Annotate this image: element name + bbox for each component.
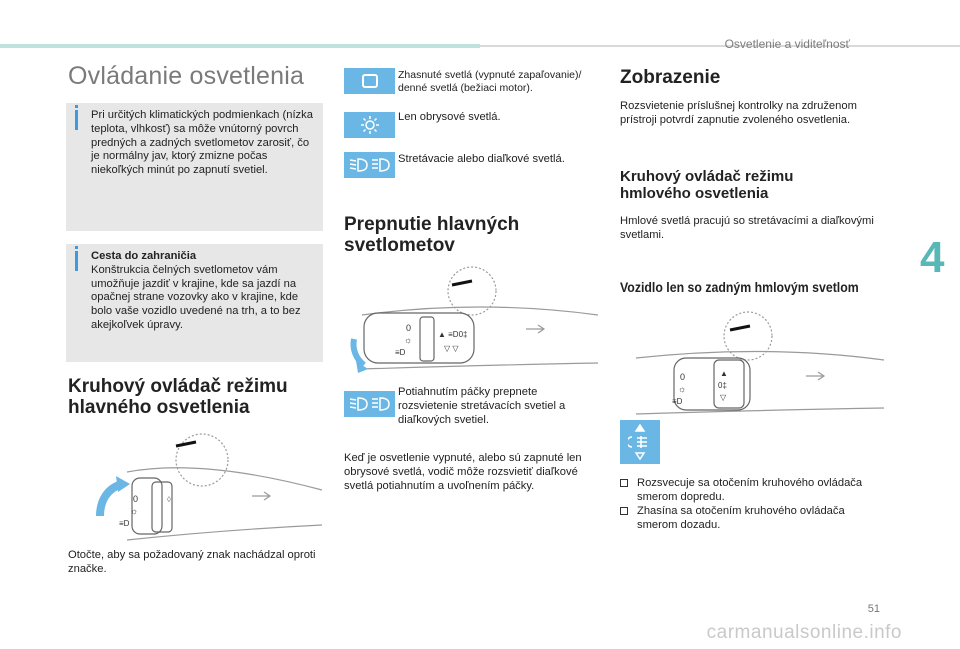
svg-text:≡D: ≡D — [395, 348, 406, 357]
info-icon — [75, 110, 78, 130]
note-text: Pri určitých klimatických podmienkach (nízka teplota, vlhkosť) sa môže vnútorný povrch predných a zadných svetlometov zarosiť, čo je normálny jav, ktorý zmizne počas niekoľkých minút po zapnutí svetiel. — [91, 109, 313, 177]
svg-text:▽ ▽: ▽ ▽ — [444, 344, 459, 353]
flash-paragraph: Keď je osvetlenie vypnuté, alebo sú zapnuté len obrysové svetlá, vodič môže rozsvietiť diaľkové svetlá potiahnutím a uvoľnením páčky. — [344, 452, 582, 492]
svg-text:0: 0 — [133, 494, 139, 504]
svg-text:▲: ▲ — [720, 369, 728, 378]
heading-fog-ring: Kruhový ovládač režimu hmlového osvetlenia — [620, 168, 794, 202]
bullet-icon — [620, 479, 628, 487]
info-note-condensation — [66, 103, 323, 231]
dipped-main-beam-icon — [344, 391, 395, 417]
header-rule — [480, 45, 960, 47]
svg-text:◊: ◊ — [167, 495, 171, 504]
svg-text:0: 0 — [406, 323, 412, 333]
icon-row-text: Stretávacie alebo diaľkové svetlá. — [398, 153, 565, 165]
svg-text:☼: ☼ — [404, 335, 413, 345]
info-icon-dot — [75, 105, 78, 108]
list-item: Zhasína sa otočením kruhového ovládača smerom dozadu. — [620, 504, 880, 532]
watermark: carmanualsonline.info — [706, 622, 902, 643]
svg-text:0: 0 — [680, 372, 686, 382]
icon-row-text: Len obrysové svetlá. — [398, 111, 501, 123]
bullet-icon — [620, 507, 628, 515]
heading-rear-fog-only: Vozidlo len so zadným hmlovým svetlom — [620, 279, 859, 295]
info-note-abroad — [66, 244, 323, 362]
note-text: Konštrukcia čelných svetlometov vám umožňuje jazdiť v krajine, kde sa jazdí na opačnej strane vozovky ako v krajine, kde bolo vaše vozidlo uvedené na trh, a to bez akejkoľvek úpravy. — [91, 263, 301, 331]
header-accent-bar — [0, 44, 480, 48]
svg-text:≡D: ≡D — [119, 519, 130, 528]
heading-display: Zobrazenie — [620, 67, 721, 88]
heading-headlamp-switch: Prepnutie hlavných svetlometov — [344, 214, 520, 256]
dipped-main-beam-icon — [344, 152, 395, 178]
info-icon — [75, 251, 78, 271]
page-title: Ovládanie osvetlenia — [68, 62, 305, 90]
svg-text:☼: ☼ — [678, 384, 687, 394]
svg-text:▲ ≡D0‡: ▲ ≡D0‡ — [438, 330, 468, 339]
list-item: Rozsvecuje sa otočením kruhového ovládača smerom dopredu. — [620, 476, 880, 504]
rear-fog-selector-icon — [620, 420, 660, 464]
display-paragraph: Rozsvietenie príslušnej kontrolky na združenom prístroji potvrdí zapnutie zvoleného osvetlenia. — [620, 100, 857, 126]
icon-row-text: Zhasnuté svetlá (vypnuté zapaľovanie)/ denné svetlá (bežiaci motor). — [398, 69, 582, 94]
fog-bullet-list — [620, 476, 880, 532]
ring-caption: Otočte, aby sa požadovaný znak nachádzal oproti značke. — [68, 549, 316, 575]
flash-text: Potiahnutím páčky prepnete rozsvietenie stretávacích svetiel a diaľkových svetiel. — [398, 386, 566, 426]
heading-main-lighting-ring: Kruhový ovládač režimu hlavného osvetlenia — [68, 376, 288, 418]
svg-text:0‡: 0‡ — [718, 381, 727, 390]
page-number: 51 — [867, 603, 880, 615]
sidelights-icon — [344, 112, 395, 138]
note-title: Cesta do zahraničia — [91, 250, 197, 262]
stalk-illustration-rotate — [72, 430, 324, 542]
section-title: Osvetlenie a viditeľnosť — [724, 37, 850, 51]
svg-text:☼: ☼ — [130, 506, 139, 516]
info-icon-dot — [75, 246, 78, 249]
svg-text:▽: ▽ — [720, 393, 727, 402]
stalk-illustration-pull — [340, 265, 598, 377]
svg-text:≡D: ≡D — [672, 397, 683, 406]
chapter-number: 4 — [920, 233, 945, 282]
lights-off-icon — [344, 68, 395, 94]
stalk-illustration-fog — [616, 310, 884, 422]
fog-paragraph: Hmlové svetlá pracujú so stretávacími a diaľkovými svetlami. — [620, 215, 874, 241]
